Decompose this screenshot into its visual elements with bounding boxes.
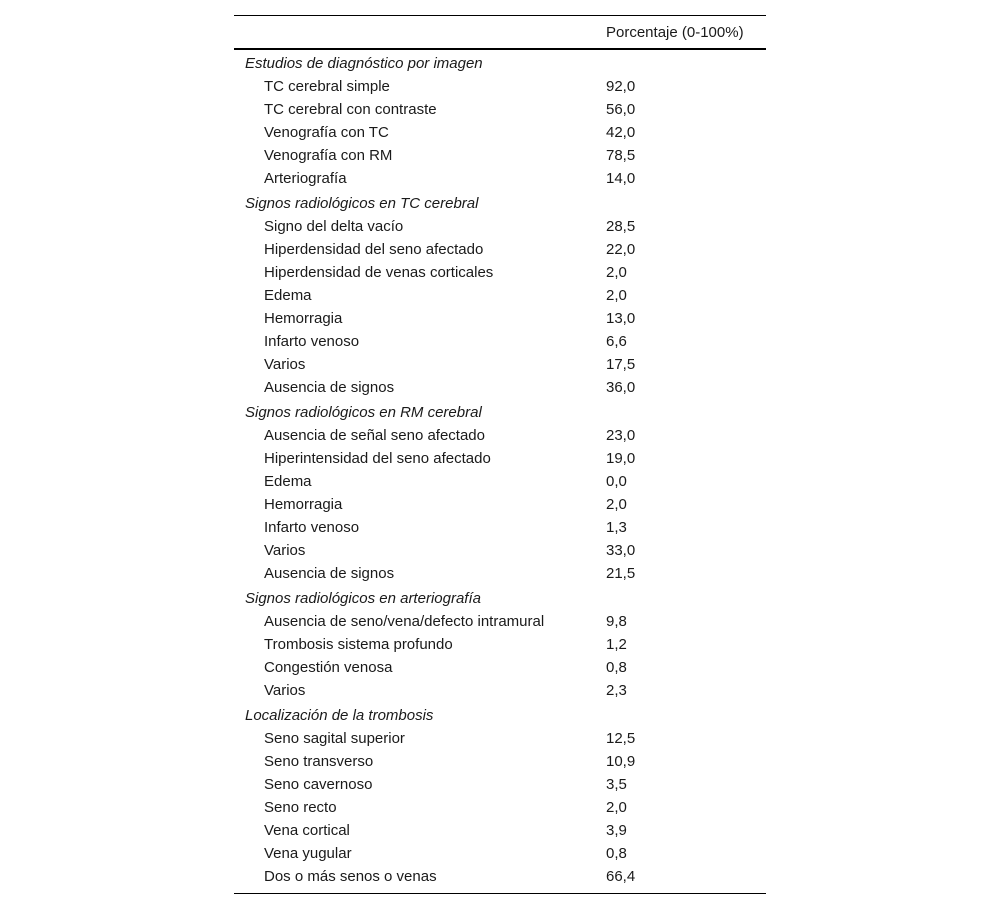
row-label: Varios xyxy=(264,542,306,559)
table-row xyxy=(234,215,766,238)
row-label: Venografía con TC xyxy=(264,124,389,141)
row-value: 0,8 xyxy=(606,659,627,676)
row-value: 2,0 xyxy=(606,264,627,281)
table-body xyxy=(234,50,766,888)
row-label: Trombosis sistema profundo xyxy=(264,636,453,653)
section-title: Localización de la trombosis xyxy=(245,707,434,724)
row-value: 33,0 xyxy=(606,542,636,559)
table-row xyxy=(234,796,766,819)
table-row xyxy=(234,750,766,773)
table-row xyxy=(234,376,766,399)
row-value: 1,3 xyxy=(606,519,627,536)
table-row xyxy=(234,424,766,447)
table-row xyxy=(234,470,766,493)
table-row xyxy=(234,238,766,261)
row-label: Dos o más senos o venas xyxy=(264,868,437,885)
table-row xyxy=(234,656,766,679)
row-value: 12,5 xyxy=(606,730,636,747)
row-label: Hemorragia xyxy=(264,496,343,513)
table-row xyxy=(234,562,766,585)
row-label: Signo del delta vacío xyxy=(264,218,404,235)
row-value: 3,9 xyxy=(606,822,627,839)
table-section xyxy=(234,52,766,190)
table-row xyxy=(234,727,766,750)
table-row xyxy=(234,75,766,98)
table-section xyxy=(234,704,766,888)
table-row xyxy=(234,353,766,376)
table-row xyxy=(234,819,766,842)
table-row xyxy=(234,865,766,888)
table-row xyxy=(234,330,766,353)
row-label: Seno recto xyxy=(264,799,337,816)
row-label: Vena cortical xyxy=(264,822,350,839)
row-value: 0,0 xyxy=(606,473,627,490)
row-value: 3,5 xyxy=(606,776,627,793)
row-value: 36,0 xyxy=(606,379,636,396)
row-value: 13,0 xyxy=(606,310,636,327)
row-value: 2,0 xyxy=(606,496,627,513)
table-row xyxy=(234,539,766,562)
row-label: Edema xyxy=(264,287,312,304)
table-row xyxy=(234,633,766,656)
table-row xyxy=(234,121,766,144)
table-row xyxy=(234,167,766,190)
row-value: 28,5 xyxy=(606,218,636,235)
row-label: Seno transverso xyxy=(264,753,374,770)
row-label: Congestión venosa xyxy=(264,659,393,676)
row-value: 42,0 xyxy=(606,124,636,141)
row-label: Hiperdensidad del seno afectado xyxy=(264,241,484,258)
row-label: Ausencia de signos xyxy=(264,379,395,396)
row-label: Varios xyxy=(264,682,306,699)
row-value: 6,6 xyxy=(606,333,627,350)
row-value: 17,5 xyxy=(606,356,636,373)
row-label: Infarto venoso xyxy=(264,333,360,350)
table-section xyxy=(234,587,766,702)
table-section xyxy=(234,192,766,399)
row-label: Arteriografía xyxy=(264,170,347,187)
row-value: 21,5 xyxy=(606,565,636,582)
row-value: 23,0 xyxy=(606,427,636,444)
row-label: Venografía con RM xyxy=(264,147,393,164)
table-row xyxy=(234,144,766,167)
row-label: Hemorragia xyxy=(264,310,343,327)
table-row xyxy=(234,284,766,307)
table-row xyxy=(234,773,766,796)
row-label: Ausencia de señal seno afectado xyxy=(264,427,485,444)
data-table xyxy=(234,15,766,894)
row-label: Varios xyxy=(264,356,306,373)
table-bottom-rule xyxy=(234,893,766,894)
section-title: Estudios de diagnóstico por imagen xyxy=(245,55,483,72)
table-header-row xyxy=(234,16,766,50)
row-label: Hiperdensidad de venas corticales xyxy=(264,264,494,281)
row-value: 1,2 xyxy=(606,636,627,653)
row-value: 2,0 xyxy=(606,799,627,816)
row-value: 22,0 xyxy=(606,241,636,258)
row-label: Infarto venoso xyxy=(264,519,360,536)
row-label: Ausencia de signos xyxy=(264,565,395,582)
row-value: 19,0 xyxy=(606,450,636,467)
row-value: 0,8 xyxy=(606,845,627,862)
table-row xyxy=(234,679,766,702)
column-header-percentage: Porcentaje (0-100%) xyxy=(606,24,744,41)
row-label: Hiperintensidad del seno afectado xyxy=(264,450,491,467)
table-row xyxy=(234,261,766,284)
table-row xyxy=(234,98,766,121)
row-label: Vena yugular xyxy=(264,845,352,862)
row-value: 14,0 xyxy=(606,170,636,187)
row-label: Seno cavernoso xyxy=(264,776,373,793)
row-value: 9,8 xyxy=(606,613,627,630)
row-value: 2,0 xyxy=(606,287,627,304)
table-row xyxy=(234,610,766,633)
section-title: Signos radiológicos en arteriografía xyxy=(245,590,481,607)
row-value: 2,3 xyxy=(606,682,627,699)
row-value: 78,5 xyxy=(606,147,636,164)
row-label: Edema xyxy=(264,473,312,490)
table-row xyxy=(234,447,766,470)
row-value: 10,9 xyxy=(606,753,636,770)
table-row xyxy=(234,516,766,539)
row-value: 66,4 xyxy=(606,868,636,885)
table-section xyxy=(234,401,766,585)
row-value: 92,0 xyxy=(606,78,636,95)
row-label: Ausencia de seno/vena/defecto intramural xyxy=(264,613,545,630)
table-row xyxy=(234,307,766,330)
table-row xyxy=(234,493,766,516)
section-title: Signos radiológicos en TC cerebral xyxy=(245,195,479,212)
row-label: Seno sagital superior xyxy=(264,730,405,747)
row-label: TC cerebral simple xyxy=(264,78,390,95)
row-value: 56,0 xyxy=(606,101,636,118)
row-label: TC cerebral con contraste xyxy=(264,101,437,118)
table-row xyxy=(234,842,766,865)
section-title: Signos radiológicos en RM cerebral xyxy=(245,404,482,421)
